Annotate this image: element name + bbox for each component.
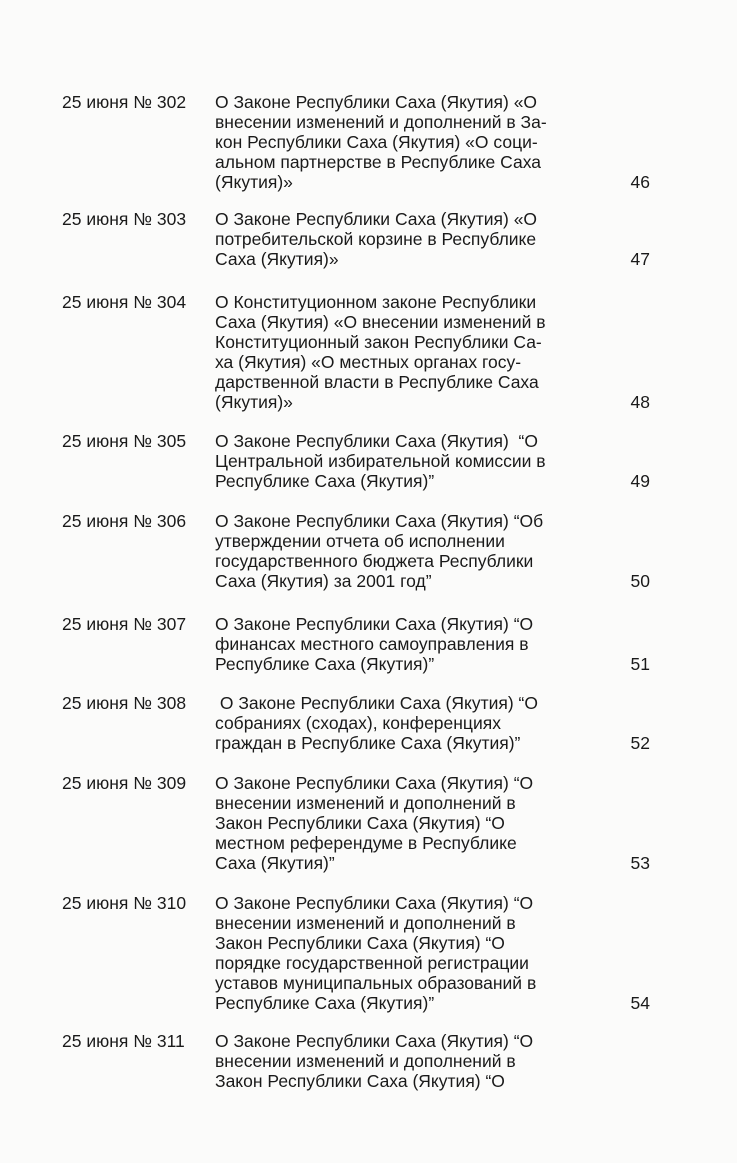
entry-title — [215, 1031, 635, 1091]
entry-page-number: 53 — [630, 853, 650, 873]
entry-title-line: О Законе Республики Саха (Якутия) “О — [215, 1031, 534, 1051]
entry-title-line: Конституционный закон Республики Са- — [215, 332, 542, 352]
entry-title-line: О Законе Республики Саха (Якутия) “О — [215, 773, 534, 793]
entry-title-line: О Законе Республики Саха (Якутия) “О — [215, 893, 534, 913]
entry-page-number: 54 — [630, 993, 650, 1013]
entry-title-line: Республике Саха (Якутия)” — [215, 993, 435, 1013]
entry-page-number: 47 — [630, 249, 650, 269]
entry-title-line: О Законе Республики Саха (Якутия) «О — [215, 92, 538, 112]
entry-title-line: (Якутия)» — [215, 172, 293, 192]
entry-date: 25 июня № 306 — [62, 511, 187, 531]
entry-title-line: Республике Саха (Якутия)” — [215, 471, 435, 491]
entry-title-line: Саха (Якутия) «О внесении изменений в — [215, 312, 546, 332]
entry-date: 25 июня № 303 — [62, 209, 187, 229]
entry-title-line: порядке государственной регистрации — [215, 953, 529, 973]
entry-title-line: О Законе Республики Саха (Якутия) “О — [215, 614, 534, 634]
entry-title-line: О Законе Республики Саха (Якутия) “О — [215, 693, 538, 713]
entry-title-line: Саха (Якутия)” — [215, 853, 335, 873]
entry-title-line: О Законе Республики Саха (Якутия) “Об — [215, 511, 544, 531]
entry-date: 25 июня № 311 — [62, 1031, 185, 1051]
entry-title-line: уставов муниципальных образований в — [215, 973, 537, 993]
entry-title-line: внесении изменений и дополнений в — [215, 1051, 516, 1071]
entry-title — [215, 209, 635, 269]
entry-title-line: (Якутия)» — [215, 392, 293, 412]
entry-title-line: Саха (Якутия) за 2001 год” — [215, 571, 432, 591]
entry-title-line: ха (Якутия) «О местных органах госу- — [215, 352, 522, 372]
entry-title-line: Саха (Якутия)» — [215, 249, 339, 269]
entry-title — [215, 292, 635, 412]
entry-page-number: 46 — [630, 172, 650, 192]
entry-date: 25 июня № 308 — [62, 693, 187, 713]
entry-title-line: дарственной власти в Республике Саха — [215, 372, 539, 392]
entry-title-line: Центральной избирательной комиссии в — [215, 451, 546, 471]
entry-title-line: альном партнерстве в Республике Саха — [215, 152, 542, 172]
entry-title-line: государственного бюджета Республики — [215, 551, 534, 571]
entry-date: 25 июня № 305 — [62, 431, 187, 451]
entry-title-line: финансах местного самоуправления в — [215, 634, 529, 654]
entry-title-line: Закон Республики Саха (Якутия) “О — [215, 1071, 505, 1091]
entry-title-line: потребительской корзине в Республике — [215, 229, 537, 249]
entry-date: 25 июня № 310 — [62, 893, 187, 913]
entry-page-number: 49 — [630, 471, 650, 491]
entry-title-line: утверждении отчета об исполнении — [215, 531, 505, 551]
entry-date: 25 июня № 302 — [62, 92, 187, 112]
entry-title-line: внесении изменений и дополнений в — [215, 913, 516, 933]
entry-page-number: 51 — [630, 654, 650, 674]
entry-title-line: О Конституционном законе Республики — [215, 292, 537, 312]
entry-title-line: внесении изменений и дополнений в — [215, 793, 516, 813]
entry-title-line: собраниях (сходах), конференциях — [215, 713, 501, 733]
entry-title-line: Закон Республики Саха (Якутия) “О — [215, 933, 505, 953]
entry-title-line: местном референдуме в Республике — [215, 833, 517, 853]
entry-title — [215, 511, 635, 591]
entry-title — [215, 693, 635, 753]
entry-title-line: Республике Саха (Якутия)” — [215, 654, 435, 674]
entry-title-line: О Законе Республики Саха (Якутия) «О — [215, 209, 538, 229]
entry-page-number: 50 — [630, 571, 650, 591]
entry-page-number: 48 — [630, 392, 650, 412]
entry-title-line: граждан в Республике Саха (Якутия)” — [215, 733, 521, 753]
entry-date: 25 июня № 309 — [62, 773, 187, 793]
entry-title-line: внесении изменений и дополнений в За- — [215, 112, 547, 132]
entry-date: 25 июня № 304 — [62, 292, 187, 312]
entry-title — [215, 773, 635, 873]
entry-title-line: Закон Республики Саха (Якутия) “О — [215, 813, 505, 833]
entry-page-number: 52 — [630, 733, 650, 753]
entry-title-line: кон Республики Саха (Якутия) «О соци- — [215, 132, 538, 152]
entry-title — [215, 431, 635, 491]
entry-title-line: О Законе Республики Саха (Якутия) “О — [215, 431, 538, 451]
entry-title — [215, 614, 635, 674]
entry-title — [215, 92, 635, 192]
entry-title — [215, 893, 635, 1013]
entry-date: 25 июня № 307 — [62, 614, 187, 634]
